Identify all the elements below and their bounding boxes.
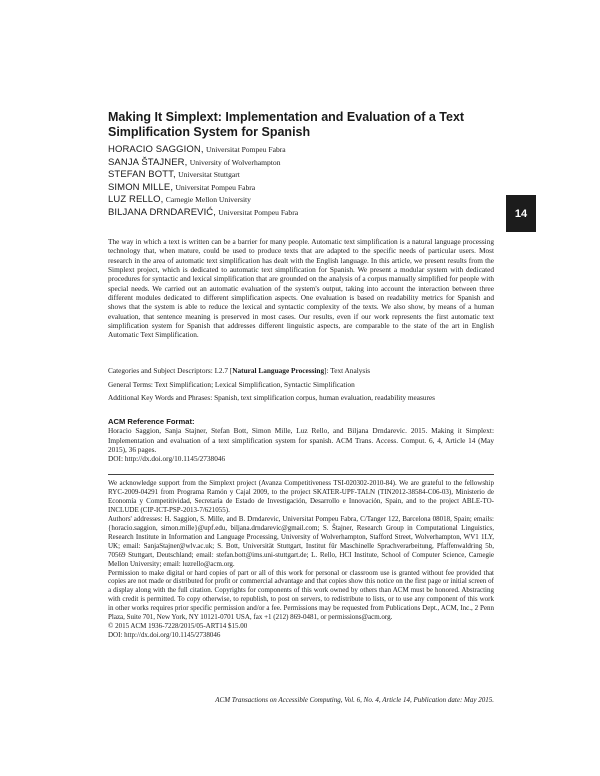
- author-name: SANJA ŠTAJNER,: [108, 156, 188, 168]
- author-affiliation: University of Wolverhampton: [189, 157, 281, 167]
- author-affiliation: Carnegie Mellon University: [165, 195, 251, 205]
- author: [108, 144, 468, 157]
- general-terms: General Terms: Text Simplification; Lexical Simplification, Syntactic Simplification: [108, 380, 355, 389]
- author-name: STEFAN BOTT,: [108, 169, 176, 181]
- author: [108, 169, 468, 182]
- author: [108, 182, 468, 195]
- author: [108, 157, 468, 170]
- keywords: Additional Key Words and Phrases: Spanish, text simplification corpus, human evaluation, readability measures: [108, 393, 435, 402]
- abstract: The way in which a text is written can be a barrier for many people. Automatic text simplification is a natural language processing technology that, when mature, could be used to produce texts that are adapted to the specific needs of particular users. Most research in the area of automatic text simplification has dealt with the English language. In this article, we present results from the Simplext project, which is dedicated to automatic text simplification for Spanish. We present a modular system with dedicated procedures for syntactic and lexical simplification that are grounded on the analysis of a corpus manually simplified for people with special needs. We carried out an automatic evaluation of the system's output, taking into account the interaction between three different modules dedicated to different simplification aspects. One evaluation is based on readability metrics for Spanish and shows that the system is able to reduce the lexical and syntactic complexity of the texts. We also show, by means of a human evaluation, that sentence meaning is preserved in most cases. Our results, even if our work represents the first automatic text simplification system for Spanish that addresses different linguistic aspects, are comparable to the state of the art in English Automatic Text Simplification.: [108, 237, 494, 340]
- categories-bold: Natural Language Processing: [232, 366, 325, 375]
- journal-footer: ACM Transactions on Accessible Computing, Vol. 6, No. 4, Article 14, Publication date: May 2015.: [215, 696, 494, 704]
- footnote-addresses: Authors' addresses: H. Saggion, S. Mille, and B. Drndarevic, Universitat Pompeu Fabra, C/Tanger 122, Barcelona 08018, Spain; emails: {horacio.saggion, simon.mille}@upf.edu, biljana.drndarevic@gmail.com; S. Štajner, Research Group in Computational Linguistics, Research Institute in Information and Language Processing, University of Wolverhampton, Stafford Street, Wolverhampton, WV1 1LY, UK; email: SanjaStajner@wlv.ac.uk; S. Bott, Universität Stuttgart, Institut für Maschinelle Sprachverarbeitung, Pfaffenwaldring 5b, 70569 Stuttgart, Deutschland; email: stefan.bott@ims.uni-stuttgart.de; L. Rello, HCI Institute, School of Computer Science, Carnegie Mellon University; email: luzrello@acm.org.: [108, 514, 494, 568]
- author-affiliation: Universitat Pompeu Fabra: [218, 207, 299, 217]
- categories-descriptors: [108, 366, 494, 375]
- author-name: BILJANA DRNDAREVIĆ,: [108, 206, 217, 218]
- paper-title: Making It Simplext: Implementation and Evaluation of a Text Simplification System for Spanish: [108, 110, 465, 139]
- footnote-copyright: © 2015 ACM 1936-7228/2015/05-ART14 $15.00: [108, 622, 248, 631]
- acm-reference-doi: DOI: http://dx.doi.org/10.1145/2738046: [108, 454, 226, 464]
- chapter-tab: 14: [506, 195, 536, 232]
- footnote-acknowledgement: We acknowledge support from the Simplext project (Avanza Competitiveness TSI-020302-2010-84). We are grateful to the fellowship RYC-2009-04291 from Programa Ramón y Cajal 2009, to the project SKATER-UPF-TALN (TIN2012-38584-C06-03), Ministerio de Economía y Competitividad, Secretaría de Estado de Investigación, Desarrollo e Innovación, Spain, and to the project ABLE-TO-INCLUDE (CIP-ICT-PSP-2013-7/621055).: [108, 479, 494, 514]
- author: [108, 194, 468, 207]
- author-affiliation: Universitat Stuttgart: [178, 170, 240, 180]
- author-affiliation: Universitat Pompeu Fabra: [205, 145, 286, 154]
- footnote-divider: [108, 474, 494, 475]
- footnotes: [108, 479, 494, 640]
- author-name: LUZ RELLO,: [108, 194, 164, 206]
- author-affiliation: Universitat Pompeu Fabra: [175, 182, 256, 192]
- acm-reference-text: Horacio Saggion, Sanja Stajner, Stefan Bott, Simon Mille, Luz Rello, and Biljana Drndarevic. 2015. Making it Simplext: Implementation and evaluation of a text simplification system for spanish. ACM Trans. Access. Comput. 6, 4, Article 14 (May 2015), 36 pages.: [108, 426, 494, 455]
- categories-suffix: ]: Text Analysis: [324, 366, 371, 375]
- footnote-doi: DOI: http://dx.doi.org/10.1145/2738046: [108, 631, 221, 640]
- author: [108, 207, 468, 220]
- categories-prefix: Categories and Subject Descriptors: I.2.7 [: [108, 366, 233, 375]
- author-name: HORACIO SAGGION,: [108, 144, 204, 155]
- acm-reference-heading: ACM Reference Format:: [108, 417, 195, 426]
- footnote-permission: Permission to make digital or hard copies of part or all of this work for personal or classroom use is granted without fee provided that copies are not made or distributed for profit or commercial advantage and that copies show this notice on the first page or initial screen of a display along with the full citation. Copyrights for components of this work owned by others than ACM must be honored. Abstracting with credit is permitted. To copy otherwise, to republish, to post on servers, to redistribute to lists, or to use any component of this work in other works requires prior specific permission and/or a fee. Permissions may be requested from Publications Dept., ACM, Inc., 2 Penn Plaza, Suite 701, New York, NY 10121-0701 USA, fax +1 (212) 869-0481, or permissions@acm.org.: [108, 568, 494, 622]
- author-name: SIMON MILLE,: [108, 181, 174, 193]
- acm-reference: [108, 417, 494, 464]
- author-list: [108, 144, 468, 220]
